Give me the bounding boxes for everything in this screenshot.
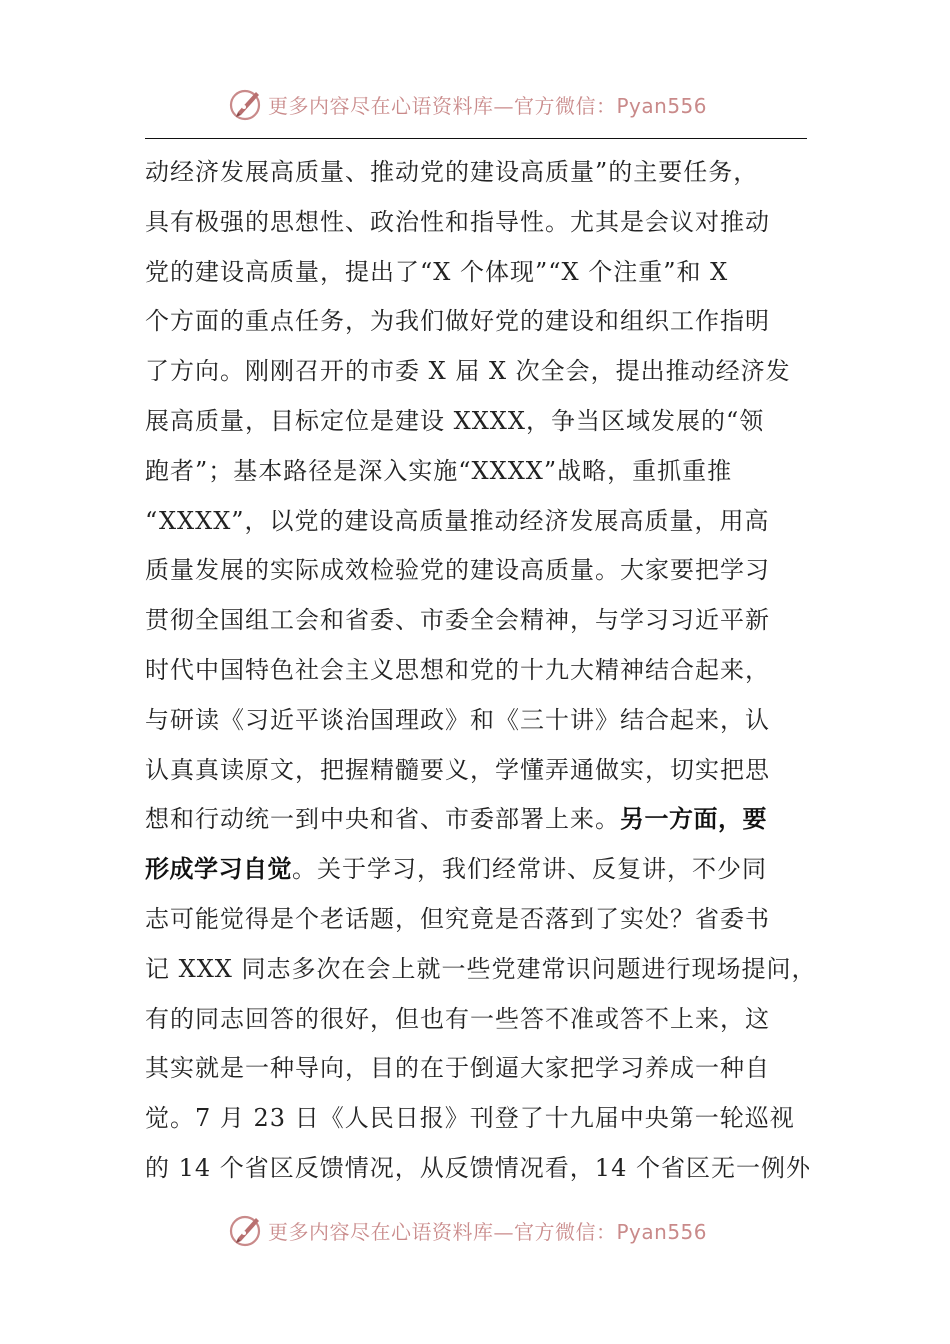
footer-banner (0, 1208, 950, 1252)
line-text: 跑者”；基本路径是深入实施“XXXX”战略，重抓重推 (145, 456, 733, 485)
text-line (145, 945, 825, 995)
header-rule (145, 138, 807, 139)
line-text: 具有极强的思想性、政治性和指导性。尤其是会议对推动 (145, 207, 770, 236)
text-line (145, 1044, 825, 1094)
text-line (145, 148, 825, 198)
line-text: 的 14 个省区反馈情况，从反馈情况看，14 个省区无一例外 (145, 1153, 811, 1182)
line-text: 个方面的重点任务，为我们做好党的建设和组织工作指明 (145, 307, 770, 336)
text-line (145, 845, 825, 895)
text-line (145, 646, 825, 696)
line-text: 其实就是一种导向，目的在于倒逼大家把学习养成一种自 (145, 1054, 770, 1083)
line-bold-text: 另一方面，要 (620, 805, 767, 834)
document-body (145, 148, 825, 1194)
line-text: 时代中国特色社会主义思想和党的十九大精神结合起来， (145, 655, 770, 684)
text-line (145, 1094, 825, 1144)
text-line (145, 397, 825, 447)
text-line (145, 795, 825, 845)
footer-banner-main: 更多内容尽在心语资料库 (268, 1219, 494, 1244)
line-text: 党的建设高质量，提出了“X 个体现”“X 个注重”和 X (145, 257, 729, 286)
banner-wechat-id: Pyan556 (616, 93, 708, 118)
footer-banner-dash: —官方微信： (493, 1219, 617, 1244)
footer-banner-text (268, 1216, 707, 1245)
line-text: 记 XXX 同志多次在会上就一些党建常识问题进行现场提问， (145, 954, 817, 983)
line-text: 质量发展的实际成效检验党的建设高质量。大家要把学习 (145, 556, 770, 585)
pen-logo-icon (228, 1212, 264, 1248)
line-bold-text: 形成学习自觉 (145, 855, 292, 884)
pen-logo-icon (228, 86, 264, 122)
text-line (145, 995, 825, 1045)
text-line (145, 248, 825, 298)
header-banner (0, 82, 950, 126)
text-line (145, 546, 825, 596)
line-text: 贯彻全国组工会和省委、市委全会精神，与学习习近平新 (145, 606, 770, 635)
text-line (145, 198, 825, 248)
line-text: 认真真读原文，把握精髓要义，学懂弄通做实，切实把思 (145, 755, 770, 784)
text-line (145, 746, 825, 796)
banner-main: 更多内容尽在心语资料库 (268, 93, 494, 118)
banner-dash: —官方微信： (493, 93, 617, 118)
text-line (145, 447, 825, 497)
banner-content (228, 82, 707, 126)
footer-banner-wechat-id: Pyan556 (616, 1219, 708, 1244)
text-line (145, 596, 825, 646)
line-text: 想和行动统一到中央和省、市委部署上来。 (145, 805, 620, 834)
banner-text (268, 90, 707, 119)
line-text: 。关于学习，我们经常讲、反复讲，不少同 (292, 855, 767, 884)
line-text: 志可能觉得是个老话题，但究竟是否落到了实处？省委书 (145, 904, 770, 933)
text-line (145, 1144, 825, 1194)
line-text: 了方向。刚刚召开的市委 X 届 X 次全会，提出推动经济发 (145, 357, 791, 386)
text-line (145, 497, 825, 547)
footer-banner-content (228, 1208, 707, 1252)
text-line (145, 347, 825, 397)
line-text: 展高质量，目标定位是建设 XXXX，争当区域发展的“领 (145, 406, 765, 435)
line-text: “XXXX”，以党的建设高质量推动经济发展高质量，用高 (145, 506, 770, 535)
text-line (145, 696, 825, 746)
line-text: 动经济发展高质量、推动党的建设高质量”的主要任务， (145, 158, 759, 186)
line-text: 觉。7 月 23 日《人民日报》刊登了十九届中央第一轮巡视 (145, 1104, 795, 1133)
text-line (145, 895, 825, 945)
line-text: 有的同志回答的很好，但也有一些答不准或答不上来，这 (145, 1004, 770, 1033)
text-line (145, 297, 825, 347)
line-text: 与研读《习近平谈治国理政》和《三十讲》结合起来，认 (145, 705, 770, 734)
